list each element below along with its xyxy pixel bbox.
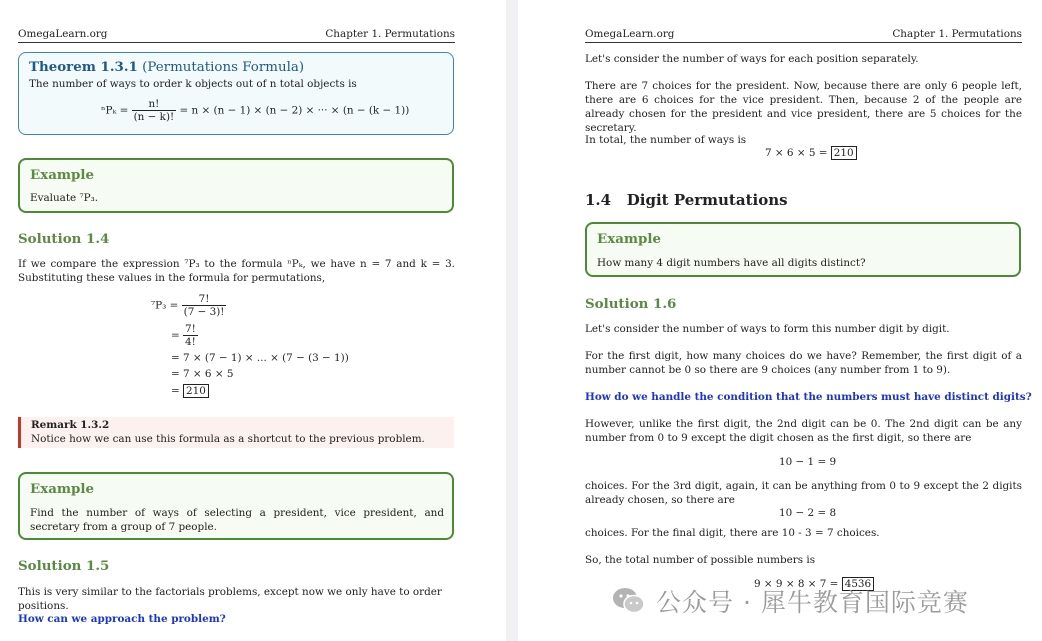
example-title: Example — [30, 481, 95, 497]
example-box-2 — [18, 472, 454, 540]
theorem-formula — [101, 98, 409, 123]
boxed-answer: 210 — [831, 146, 857, 160]
example-text: Find the number of ways of selecting a president, vice president, and secretary from a group of 7 people. — [30, 507, 444, 533]
step2-denominator: 4! — [185, 336, 196, 348]
remark-text: Notice how we can use this formula as a shortcut to the previous problem. — [31, 433, 425, 445]
paragraph: Let's consider the number of ways for each position separately. — [585, 53, 919, 65]
solution-1-4-text: If we compare the expression ⁷P₃ to the formula ⁿPₖ, we have n = 7 and k = 3. Substituting these values in the formula for permutations, — [18, 258, 455, 284]
right-page — [518, 0, 1042, 641]
derivation-step-2 — [171, 323, 198, 348]
paragraph: choices. For the final digit, there are 10 - 3 = 7 choices. — [585, 527, 880, 539]
derivation-step-4: = 7 × 6 × 5 — [171, 368, 234, 380]
solution-1-5-text: This is very similar to the factorials problems, except now we only have to order positions. — [18, 586, 442, 612]
header-site: OmegaLearn.org — [18, 28, 108, 40]
header-site: OmegaLearn.org — [585, 28, 675, 40]
total-equation — [765, 146, 857, 160]
wechat-icon — [612, 586, 646, 616]
remark-box — [18, 417, 454, 448]
formula-rhs: = n × (n − 1) × (n − 2) × ··· × (n − (k − 1)) — [179, 104, 410, 117]
solution-1-5-title: Solution 1.5 — [18, 558, 110, 574]
header-chapter: Chapter 1. Permutations — [325, 28, 455, 40]
final-expression: 9 × 9 × 8 × 7 = — [754, 578, 839, 590]
theorem-text: The number of ways to order k objects out of n total objects is — [29, 78, 357, 90]
example-title: Example — [30, 167, 95, 183]
step1-numerator: 7! — [182, 293, 227, 306]
derivation-step-5 — [171, 384, 209, 398]
section-title: Digit Permutations — [626, 191, 788, 209]
paragraph: Let's consider the number of ways to form this number digit by digit. — [585, 323, 950, 335]
formula-fraction — [132, 98, 177, 123]
step1-lhs: ⁷P₃ = — [151, 299, 179, 312]
theorem-title — [29, 59, 304, 76]
section-heading — [585, 191, 788, 209]
running-header — [585, 28, 1022, 43]
paragraph: In total, the number of ways is — [585, 134, 747, 146]
solution-1-4-title: Solution 1.4 — [18, 231, 110, 247]
equation-1: 10 − 1 = 9 — [779, 456, 837, 468]
equation-2: 10 − 2 = 8 — [779, 507, 837, 519]
theorem-number: Theorem 1.3.1 — [29, 59, 138, 75]
formula-numerator: n! — [132, 98, 177, 111]
step2-fraction — [183, 323, 198, 348]
step1-fraction — [182, 293, 227, 318]
remark-title: Remark 1.3.2 — [31, 419, 110, 431]
formula-lhs: ⁿPₖ = — [101, 104, 129, 117]
example-title: Example — [597, 231, 662, 247]
step1-denominator: (7 − 3)! — [183, 306, 225, 318]
example-box-1 — [18, 158, 454, 213]
header-chapter: Chapter 1. Permutations — [892, 28, 1022, 40]
example-text: Evaluate ⁷P₃. — [30, 192, 99, 204]
example-text: How many 4 digit numbers have all digits distinct? — [597, 257, 866, 269]
solution-1-6-title: Solution 1.6 — [585, 296, 677, 312]
paragraph: For the first digit, how many choices do we have? Remember, the first digit of a number cannot be 0 so there are 9 choices (any number from 1 to 9). — [585, 350, 1022, 376]
example-box-3 — [585, 222, 1021, 277]
paragraph: There are 7 choices for the president. Now, because there are only 6 people left, there are 6 choices for the vice president. Then, because 2 of the people are already chosen for the president and vice president, there are 5 choices for the secretary. — [585, 80, 1022, 134]
derivation-step-3: = 7 × (7 − 1) × ... × (7 − (3 − 1)) — [171, 352, 349, 364]
paragraph: choices. For the 3rd digit, again, it can be anything from 0 to 9 except the 2 digits already chosen, so there are — [585, 480, 1022, 506]
step2-eq: = — [171, 329, 180, 342]
formula-denominator: (n − k)! — [133, 111, 175, 123]
watermark — [612, 582, 1022, 620]
derivation-step-1 — [151, 293, 226, 318]
left-page — [0, 0, 506, 641]
guiding-question: How do we handle the condition that the numbers must have distinct digits? — [585, 391, 1032, 403]
guiding-question: How can we approach the problem? — [18, 613, 226, 625]
paragraph: However, unlike the first digit, the 2nd digit can be 0. The 2nd digit can be any number from 0 to 9 except the digit chosen as the first digit, so there are — [585, 418, 1022, 444]
total-expression: 7 × 6 × 5 = — [765, 147, 828, 159]
section-number: 1.4 — [585, 191, 612, 209]
step2-numerator: 7! — [185, 323, 196, 335]
watermark-text: 公众号 · 犀牛教育国际竞赛 — [656, 588, 969, 617]
boxed-answer: 210 — [183, 384, 209, 398]
theorem-name: (Permutations Formula) — [142, 60, 305, 75]
running-header — [18, 28, 455, 43]
boxed-answer: 4536 — [842, 577, 874, 591]
paragraph: So, the total number of possible numbers is — [585, 554, 816, 566]
theorem-box — [18, 52, 454, 135]
step5-eq: = — [171, 385, 180, 397]
